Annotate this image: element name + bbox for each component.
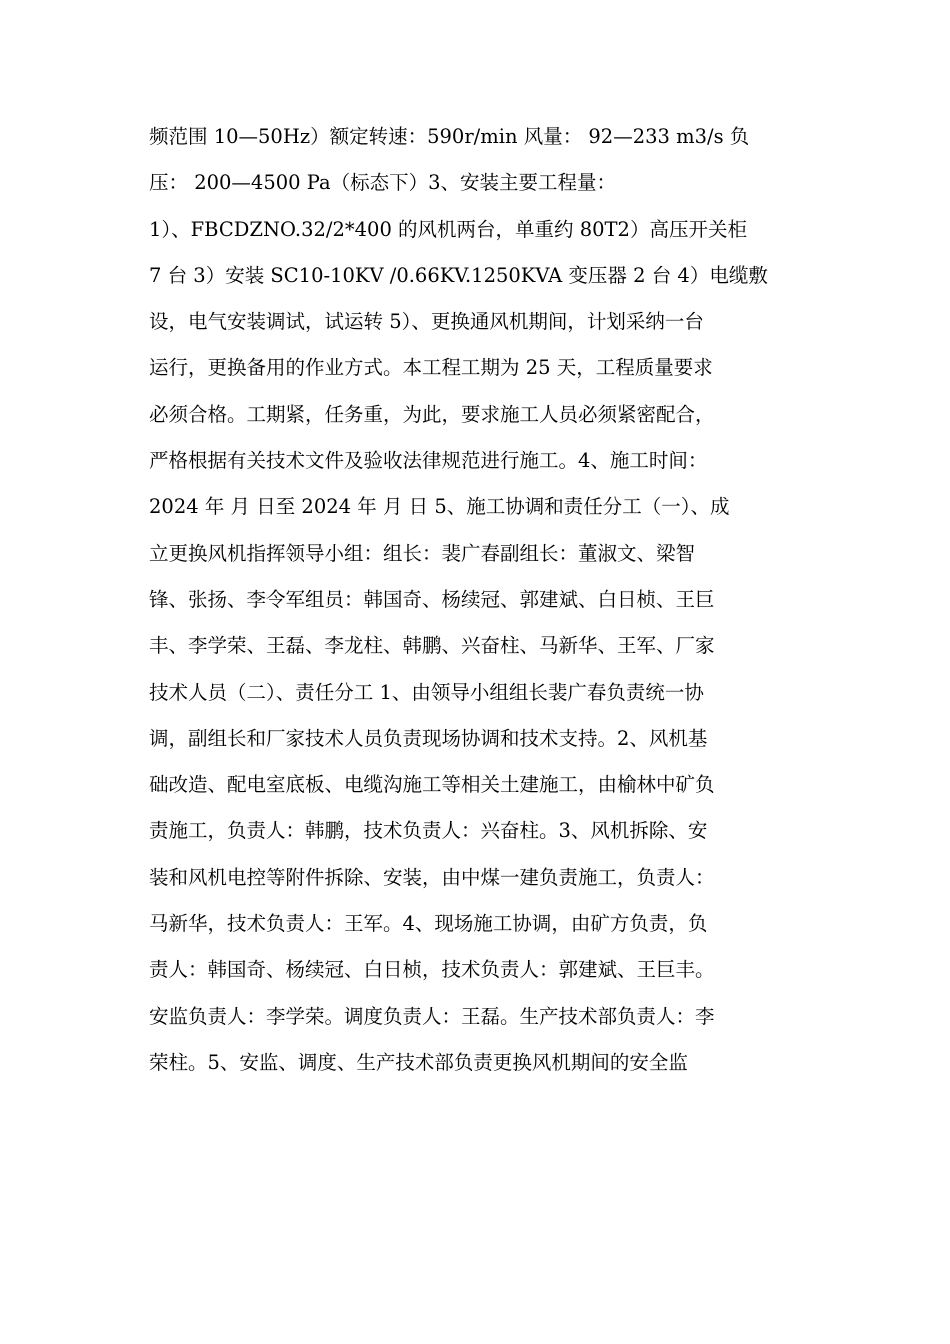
text-line-13: 技术人员（二）、责任分工 1、由领导小组组长裴广春负责统一协 bbox=[149, 680, 704, 704]
text-line-7: 必须合格。工期紧，任务重，为此，要求施工人员必须紧密配合， bbox=[149, 402, 715, 426]
text-line-17: 装和风机电控等附件拆除、安装，由中煤一建负责施工，负责人： bbox=[149, 865, 715, 889]
text-line-4: 7 台 3）安装 SC10-10KV /0.66KV.1250KVA 变压器 2 台 4）电缆敷 bbox=[149, 263, 768, 287]
text-line-9: 2024 年 月 日至 2024 年 月 日 5、施工协调和责任分工（一）、成 bbox=[149, 495, 730, 519]
text-line-3: 1）、FBCDZNO.32/2*400 的风机两台，单重约 80T2）高压开关柜 bbox=[149, 217, 747, 241]
text-line-16: 责施工，负责人：韩鹏，技术负责人：兴奋柱。3、风机拆除、安 bbox=[149, 819, 708, 843]
body-text bbox=[149, 114, 809, 1086]
text-line-12: 丰、李学荣、王磊、李龙柱、韩鹏、兴奋柱、马新华、王军、厂家 bbox=[149, 634, 715, 658]
text-line-19: 责人：韩国奇、杨续冠、白日桢，技术负责人：郭建斌、王巨丰。 bbox=[149, 958, 715, 982]
text-line-8: 严格根据有关技术文件及验收法律规范进行施工。4、施工时间： bbox=[149, 449, 708, 473]
text-line-1: 频范围 10—50Hz）额定转速：590r/min 风量： 92—233 m3/s 负 bbox=[149, 125, 750, 148]
text-line-6: 运行，更换备用的作业方式。本工程工期为 25 天，工程质量要求 bbox=[149, 356, 713, 380]
text-line-10: 立更换风机指挥领导小组：组长：裴广春副组长：董淑文、梁智 bbox=[149, 541, 696, 565]
text-line-20: 安监负责人：李学荣。调度负责人：王磊。生产技术部负责人：李 bbox=[149, 1004, 715, 1028]
text-line-11: 锋、张扬、李令军组员：韩国奇、杨续冠、郭建斌、白日桢、王巨 bbox=[149, 587, 715, 611]
text-line-15: 础改造、配电室底板、电缆沟施工等相关土建施工，由榆林中矿负 bbox=[149, 773, 715, 797]
text-line-18: 马新华，技术负责人：王军。4、现场施工协调，由矿方负责，负 bbox=[149, 912, 708, 936]
text-line-14: 调，副组长和厂家技术人员负责现场协调和技术支持。2、风机基 bbox=[149, 726, 708, 750]
text-line-2: 压： 200—4500 Pa（标态下）3、安装主要工程量： bbox=[149, 171, 617, 195]
text-line-21: 荣柱。5、安监、调度、生产技术部负责更换风机期间的安全监 bbox=[149, 1050, 688, 1074]
text-line-5: 设，电气安装调试，试运转 5）、更换通风机期间，计划采纳一台 bbox=[149, 310, 704, 334]
